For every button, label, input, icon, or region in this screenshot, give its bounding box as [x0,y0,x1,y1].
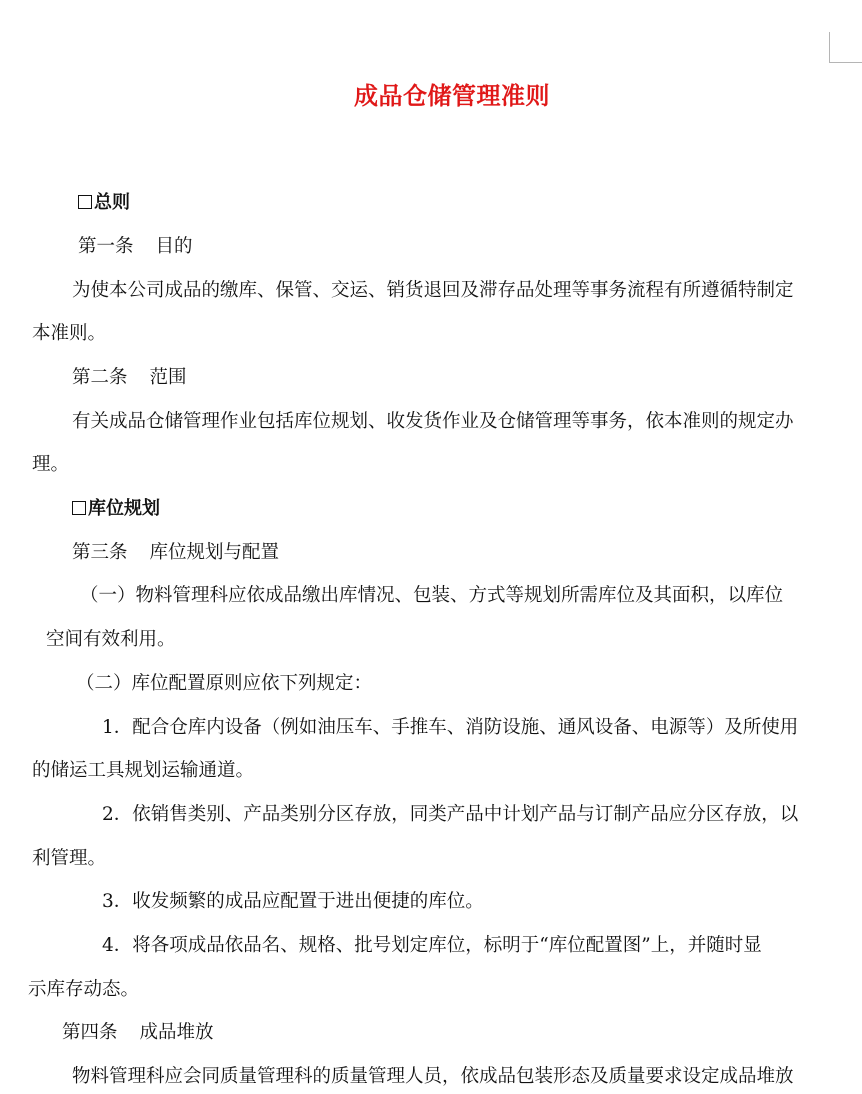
paragraph-line: 理。 [32,454,70,475]
paragraph-line: 2．依销售类别、产品类别分区存放，同类产品中计划产品与订制产品应分区存放，以 [102,804,799,825]
article-number: 第三条 [72,542,128,563]
paragraph-line: 空间有效利用。 [46,629,176,650]
checkbox-square-icon [72,501,86,515]
paragraph-line: 4．将各项成品依品名、规格、批号划定库位，标明于“库位配置图”上，并随时显 [102,935,762,956]
paragraph-line: 本准则。 [32,323,107,344]
section-heading-general [78,191,130,215]
article-number: 第一条 [78,236,134,257]
paragraph-line: （一）物料管理科应依成品缴出库情况、包装、方式等规划所需库位及其面积，以库位 [80,585,784,606]
paragraph-line: 为使本公司成品的缴库、保管、交运、销货退回及滞存品处理等事务流程有所遵循特制定 [72,280,794,301]
article-2-heading [72,366,187,390]
paragraph-line: 示库存动态。 [28,979,140,1000]
article-1-heading [78,235,193,259]
article-number: 第四条 [62,1022,118,1043]
page-corner-mark [829,32,862,63]
article-title: 范围 [149,367,187,388]
paragraph-line: 有关成品仓储管理作业包括库位规划、收发货作业及仓储管理等事务，依本准则的规定办 [72,411,794,432]
checkbox-square-icon [78,195,92,209]
paragraph-line: 物料管理科应会同质量管理科的质量管理人员，依成品包装形态及质量要求设定成品堆放 [72,1066,794,1087]
article-3-heading [72,541,279,565]
paragraph-line: 的储运工具规划运输通道。 [32,760,255,781]
article-title: 目的 [155,236,193,257]
paragraph-line: （二）库位配置原则应依下列规定： [76,673,373,694]
paragraph-line: 利管理。 [32,848,107,869]
document-title: 成品仓储管理准则 [354,82,550,110]
article-4-heading [62,1021,214,1045]
section-heading-location-planning [72,497,160,521]
section-heading-label: 总则 [94,192,130,213]
section-heading-label: 库位规划 [88,498,160,519]
paragraph-line: 1．配合仓库内设备（例如油压车、手推车、消防设施、通风设备、电源等）及所使用 [102,717,799,738]
article-title: 库位规划与配置 [149,542,280,563]
article-number: 第二条 [72,367,128,388]
article-title: 成品堆放 [139,1022,214,1043]
paragraph-line: 3．收发频繁的成品应配置于进出便捷的库位。 [102,891,484,912]
